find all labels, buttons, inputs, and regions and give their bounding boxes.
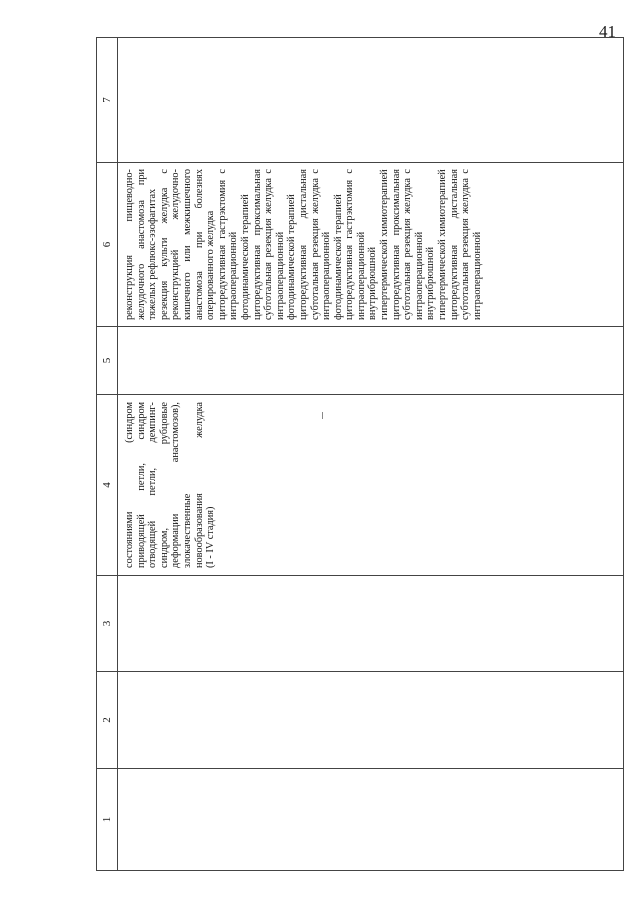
cell-col-6-procedures: [118, 163, 624, 327]
procedure-line: гипертермической химиотерапией: [379, 169, 391, 320]
header-col-6: 6: [97, 163, 118, 327]
procedure-line: циторедуктивная проксимальная: [390, 169, 402, 320]
procedure-line: оперированного желудка: [205, 210, 217, 320]
procedure-line: циторедуктивная дистальная: [297, 169, 309, 320]
procedure-line: интраоперационной: [228, 231, 240, 320]
procedure-line: циторедуктивная гастрэктомия с: [344, 169, 356, 320]
cell-col-5: [118, 327, 624, 395]
procedure-line: фотодинамической терапией: [286, 194, 298, 320]
condition-line: деформации анастомозов),: [170, 402, 182, 568]
procedure-line: резекция культи желудка с: [158, 169, 170, 320]
condition-line: синдром, рубцовые: [158, 402, 170, 568]
procedure-line: тяжелых рефлюкс-эзофагитах: [147, 188, 159, 320]
procedure-line: субтотальная резекция желудка с: [460, 169, 472, 320]
procedure-line: циторедуктивная дистальная: [448, 169, 460, 320]
procedure-line: субтотальная резекция желудка с: [309, 169, 321, 320]
condition-line: новообразования желудка: [193, 402, 205, 568]
header-col-2: 2: [97, 672, 118, 769]
table-row: [118, 38, 624, 871]
cell-col-3: [118, 576, 624, 672]
procedure-line: циторедуктивная проксимальная: [251, 169, 263, 320]
procedure-line: интраоперационной: [355, 231, 367, 320]
header-col-1: 1: [97, 769, 118, 871]
procedure-line: внутрибрюшной: [367, 247, 379, 320]
procedure-line: интраоперационной: [471, 231, 483, 320]
page-number: 41: [599, 22, 616, 41]
procedure-line: желудочного анастомоза при: [135, 169, 147, 320]
rotated-table-container: [96, 38, 616, 871]
condition-line: отводящей петли, демпинг-: [147, 402, 159, 568]
condition-line: (I - IV стадия): [205, 506, 217, 568]
procedure-line: фотодинамической терапией: [239, 194, 251, 320]
procedure-line: интраоперационной: [321, 231, 333, 320]
condition-line: приводящей петли, синдром: [135, 402, 147, 568]
procedure-line: фотодинамической терапией: [332, 194, 344, 320]
procedures-table: [96, 37, 624, 871]
condition-line: злокачественные: [181, 493, 193, 568]
procedure-line: кишечного или межкишечного: [181, 169, 193, 320]
condition-line: состояниями (синдром: [124, 402, 135, 568]
procedure-line: интраоперационной: [274, 231, 286, 320]
header-col-5: 5: [97, 327, 118, 395]
procedure-line: гипертермической химиотерапией: [437, 169, 449, 320]
procedure-line: внутрибрюшной: [425, 247, 437, 320]
cell-col-2: [118, 672, 624, 769]
procedure-line: интраоперационной: [413, 231, 425, 320]
procedure-line: субтотальная резекция желудка с: [263, 169, 275, 320]
procedure-line: субтотальная резекция желудка с: [402, 169, 414, 320]
cell-col-4-condition: [118, 395, 624, 576]
procedure-line: анастомоза при болезнях: [193, 169, 205, 320]
table-header-row: [97, 38, 118, 871]
header-col-4: 4: [97, 395, 118, 576]
cell-col-7: [118, 38, 624, 163]
header-col-3: 3: [97, 576, 118, 672]
procedure-line: циторедуктивная гастрэктомия с: [216, 169, 228, 320]
scan-mark: [322, 412, 323, 419]
procedure-line: реконструкция пищеводно-: [124, 169, 135, 320]
header-col-7: 7: [97, 38, 118, 163]
cell-col-1: [118, 769, 624, 871]
procedure-line: реконструкцией желудочно-: [170, 169, 182, 320]
